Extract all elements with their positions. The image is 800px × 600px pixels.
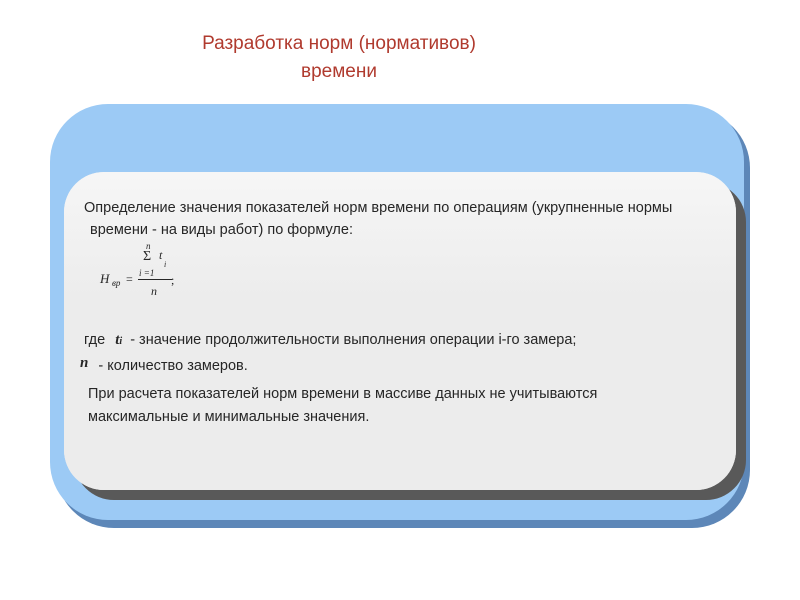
formula-term: t xyxy=(159,248,163,262)
ti-symbol: t xyxy=(115,332,120,348)
intro-line-1: Определение значения показателей норм времени по операциям (укрупненные нормы xyxy=(84,200,673,216)
formula-fraction-bar xyxy=(138,279,172,280)
time-norm-formula xyxy=(96,243,186,303)
note-line-1: При расчета показателей норм времени в массиве данных не учитываются xyxy=(88,386,598,402)
formula-denominator: n xyxy=(151,284,157,298)
where-line xyxy=(84,329,576,353)
n-description: - количество замеров. xyxy=(98,358,248,374)
formula-terminator: ; xyxy=(171,273,175,287)
n-line xyxy=(80,355,248,377)
formula-sum-lower-limit: i =1 xyxy=(139,268,155,278)
formula-lhs: H xyxy=(100,271,110,286)
slide-title-line-2: времени xyxy=(301,61,377,82)
intro-line-2: времени - на виды работ) по формуле: xyxy=(90,222,353,238)
n-symbol: n xyxy=(80,355,89,371)
ti-description: - значение продолжительности выполнения операции i-го замера; xyxy=(130,332,577,348)
slide-title xyxy=(0,30,678,86)
formula-sum-upper-limit: n xyxy=(146,241,151,251)
note-line-2: максимальные и минимальные значения. xyxy=(88,409,370,425)
slide-title-line-1: Разработка норм (нормативов) xyxy=(202,33,476,54)
where-prefix: где xyxy=(84,332,106,348)
ti-symbol-subscript: i xyxy=(119,336,123,347)
formula-lhs-subscript: вр xyxy=(112,278,121,288)
formula-term-subscript: i xyxy=(164,260,167,269)
formula-equals: = xyxy=(126,272,133,286)
formula-sum-sign: Σ xyxy=(143,249,152,264)
